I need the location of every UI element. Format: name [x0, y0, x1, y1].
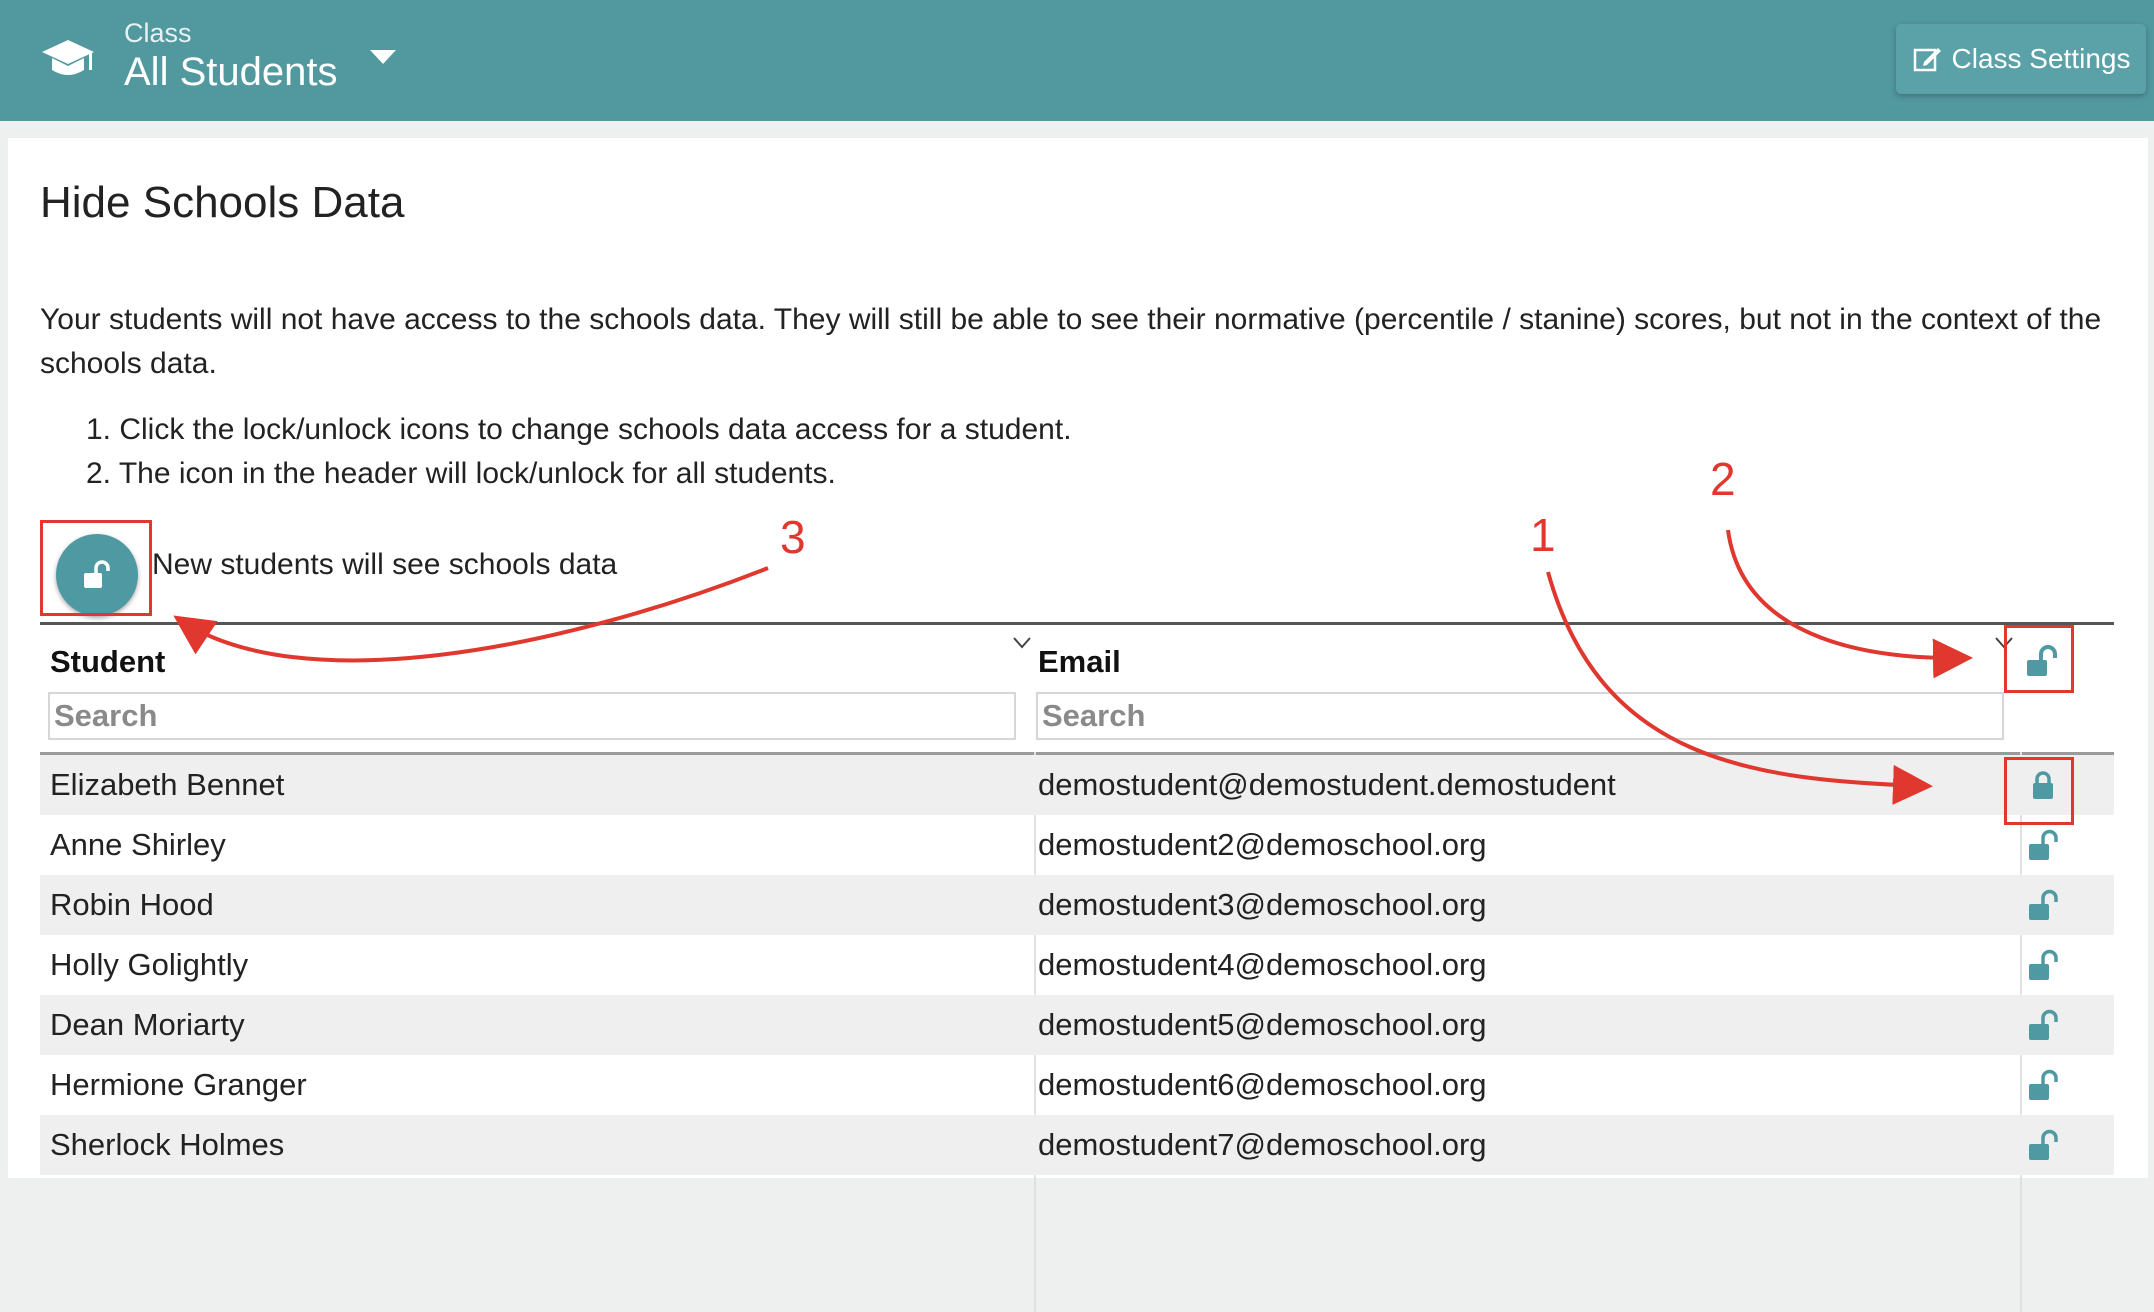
student-email: demostudent7@demoschool.org — [1038, 1127, 1487, 1162]
annotation-label-1: 1 — [1530, 509, 1556, 561]
table-row — [40, 815, 2114, 875]
table-row — [40, 1055, 2114, 1115]
default-access-text: New students will see schools data — [152, 548, 618, 581]
student-access-toggle[interactable] — [2025, 949, 2061, 983]
unlock-icon — [2025, 1069, 2061, 1103]
unlock-icon — [2025, 1009, 2061, 1043]
student-access-toggle[interactable] — [2025, 889, 2061, 923]
table-row — [40, 1115, 2114, 1175]
table-top-border — [40, 622, 2114, 625]
page-title: Hide Schools Data — [40, 178, 405, 227]
unlock-icon — [2025, 1129, 2061, 1163]
unlock-icon — [2025, 889, 2061, 923]
student-access-toggle[interactable] — [2025, 1129, 2061, 1163]
student-email: demostudent4@demoschool.org — [1038, 947, 1487, 982]
student-email: demostudent@demostudent.demostudent — [1038, 767, 1616, 802]
student-name: Sherlock Holmes — [50, 1127, 285, 1162]
highlight-box — [40, 520, 152, 616]
annotation-label-3: 3 — [780, 511, 806, 563]
student-email: demostudent6@demoschool.org — [1038, 1067, 1487, 1102]
instruction-list — [86, 408, 1072, 496]
chevron-down-icon[interactable] — [370, 50, 396, 68]
class-settings-label: Class Settings — [1951, 43, 2131, 74]
student-name: Elizabeth Bennet — [50, 767, 285, 802]
student-email: demostudent3@demoschool.org — [1038, 887, 1487, 922]
page-description: Your students will not have access to the schools data. They will still be able to see their normative (percentile / stanine) scores, but not in the context of the schools data. — [40, 303, 2102, 380]
table-row — [40, 995, 2114, 1055]
highlight-box — [2004, 757, 2074, 825]
student-access-toggle[interactable] — [2025, 1069, 2061, 1103]
class-settings-button[interactable] — [1896, 24, 2146, 94]
highlight-box — [2004, 625, 2074, 693]
class-label: Class — [124, 18, 192, 48]
unlock-icon — [2025, 949, 2061, 983]
student-email: demostudent5@demoschool.org — [1038, 1007, 1487, 1042]
top-bar — [0, 0, 2154, 121]
student-name: Holly Golightly — [50, 947, 249, 982]
annotation-label-2: 2 — [1710, 453, 1736, 505]
table-row — [40, 755, 2114, 815]
student-access-toggle[interactable] — [2025, 1009, 2061, 1043]
table-row — [40, 935, 2114, 995]
graduation-cap-icon — [40, 36, 96, 82]
email-search-input[interactable] — [1036, 692, 2004, 740]
table-row — [40, 875, 2114, 935]
instruction-step: 2. The icon in the header will lock/unlock for all students. — [86, 457, 836, 490]
column-header-email[interactable]: Email — [1038, 644, 1121, 679]
student-name: Robin Hood — [50, 887, 214, 922]
edit-icon — [1912, 44, 1942, 74]
table-body — [40, 755, 2114, 1175]
class-selector[interactable]: All Students — [124, 50, 338, 94]
student-name: Hermione Granger — [50, 1067, 307, 1102]
main-panel — [8, 138, 2148, 1178]
student-email: demostudent2@demoschool.org — [1038, 827, 1487, 862]
unlock-icon — [2025, 829, 2061, 863]
student-name: Anne Shirley — [50, 827, 226, 862]
chevron-down-icon[interactable] — [1012, 636, 1032, 650]
instruction-step: 1. Click the lock/unlock icons to change schools data access for a student. — [86, 413, 1072, 446]
student-search-input[interactable] — [48, 692, 1016, 740]
student-access-toggle[interactable] — [2025, 829, 2061, 863]
column-header-student[interactable]: Student — [50, 644, 166, 679]
student-name: Dean Moriarty — [50, 1007, 245, 1042]
